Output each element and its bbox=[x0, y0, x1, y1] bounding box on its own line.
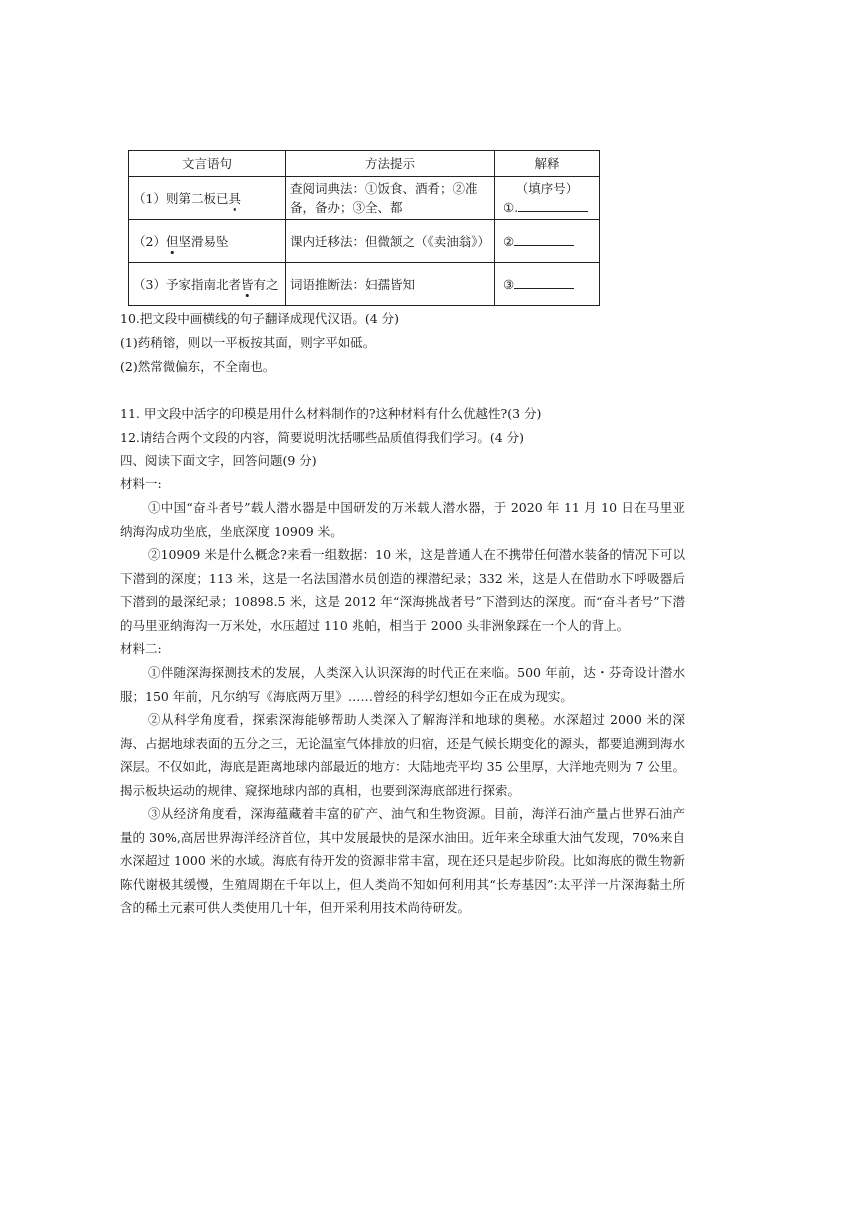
material-2-title: 材料二: bbox=[120, 641, 162, 656]
table-header-row bbox=[129, 151, 600, 177]
material-2-paragraph-1: ①伴随深海探测技术的发展，人类深入认识深海的时代正在来临。500 年前，达・芬奇设计潜水服；150 年前，凡尔纳写《海底两万里》……曾经的科学幻想如今正在成为现实。 bbox=[120, 665, 685, 704]
dotted-character: 具 bbox=[228, 190, 241, 206]
dotted-character: 但 bbox=[165, 233, 179, 249]
method-cell: 课内迁移法：但微颔之（《卖油翁》） bbox=[286, 220, 495, 263]
question-11: 11. 甲文段中活字的印模是用什么材料制作的?这种材料有什么优越性?(3 分) bbox=[120, 406, 542, 421]
table-row bbox=[129, 263, 600, 306]
section-4-heading: 四、阅读下面文字，回答问题(9 分) bbox=[120, 453, 317, 468]
answer-blank[interactable] bbox=[518, 199, 588, 212]
answer-cell bbox=[495, 263, 600, 306]
material-2-paragraph-2: ②从科学角度看，探索深海能够帮助人类深入了解海洋和地球的奥秘。水深超过 2000 米的深海、占据地球表面的五分之三，无论温室气体排放的归宿，还是气候长期变化的源头，都要追溯到海水深层。不仅如此，海底是距离地球内部最近的地方：大陆地壳平均 35 公里厚，大洋地壳则为 7 公里。揭示板块运动的规律、窥探地球内部的真相，也要到深海底部进行探索。 bbox=[120, 712, 685, 798]
question-10: 10.把文段中画横线的句子翻译成现代汉语。(4 分) bbox=[120, 311, 400, 326]
answer-blank[interactable] bbox=[514, 233, 574, 246]
material-1-paragraph-1: ①中国“奋斗者号”载人潜水器是中国研发的万米载人潜水器，于 2020 年 11 月 10 日在马里亚纳海沟成功坐底，坐底深度 10909 米。 bbox=[120, 500, 685, 539]
method-cell: 词语推断法：妇孺皆知 bbox=[286, 263, 495, 306]
table-row bbox=[129, 177, 600, 220]
fill-hint: （填序号） bbox=[515, 181, 579, 196]
vocabulary-method-table bbox=[128, 150, 600, 306]
answer-label: ② bbox=[503, 233, 515, 249]
material-1-paragraph-2: ②10909 米是什么概念?来看一组数据：10 米，这是普通人在不携带任何潜水装备的情况下可以下潜到的深度；113 米，这是一名法国潜水员创造的裸潜纪录；332 米，这是人在借助水下呼吸器后下潜到的最深纪录；10898.5 米，这是 2012 年“深海挑战者号”下潜到达的深度。而“奋斗者号”下潜的马里亚纳海沟一万米处，水压超过 110 兆帕，相当于 2000 头非洲象踩在一个人的背上。 bbox=[120, 547, 685, 633]
sentence-cell: （3）予家指南北者皆有之 bbox=[129, 263, 286, 306]
question-10-part-1: (1)药稍镕，则以一平板按其面，则字平如砥。 bbox=[120, 335, 376, 350]
sentence-cell: （1）则第二板已具 bbox=[129, 177, 286, 220]
material-1-title: 材料一: bbox=[120, 476, 162, 491]
answer-cell bbox=[495, 220, 600, 263]
header-sentence: 文言语句 bbox=[129, 151, 286, 177]
question-12: 12.请结合两个文段的内容，简要说明沈括哪些品质值得我们学习。(4 分) bbox=[120, 430, 525, 445]
material-2-paragraph-3: ③从经济角度看，深海蕴藏着丰富的矿产、油气和生物资源。目前，海洋石油产量占世界石油产量的 30%,高居世界海洋经济首位，其中发展最快的是深水油田。近年来全球重大油气发现，70%来自水深超过 1000 米的水域。海底有待开发的资源非常丰富，现在还只是起步阶段。比如海底的微生物新陈代谢极其缓慢，生殖周期在千年以上，但人类尚不知如何利用其“长寿基因”:太平洋一片深海黏土所含的稀土元素可供人类使用几十年，但开采利用技术尚待研发。 bbox=[120, 806, 685, 915]
answer-label: ①. bbox=[503, 200, 519, 215]
answer-cell bbox=[495, 177, 600, 220]
question-10-part-2: (2)然常微偏东，不全南也。 bbox=[120, 359, 276, 374]
sentence-cell: （2）但坚滑易坠 bbox=[129, 220, 286, 263]
table-row bbox=[129, 220, 600, 263]
header-explanation: 解释 bbox=[495, 151, 600, 177]
answer-blank[interactable] bbox=[514, 276, 574, 289]
dotted-character: 皆 bbox=[240, 276, 254, 292]
method-cell: 查阅词典法：①饭食、酒肴；②准备，备办；③全、都 bbox=[286, 177, 495, 220]
header-method: 方法提示 bbox=[286, 151, 495, 177]
answer-label: ③ bbox=[503, 276, 515, 292]
